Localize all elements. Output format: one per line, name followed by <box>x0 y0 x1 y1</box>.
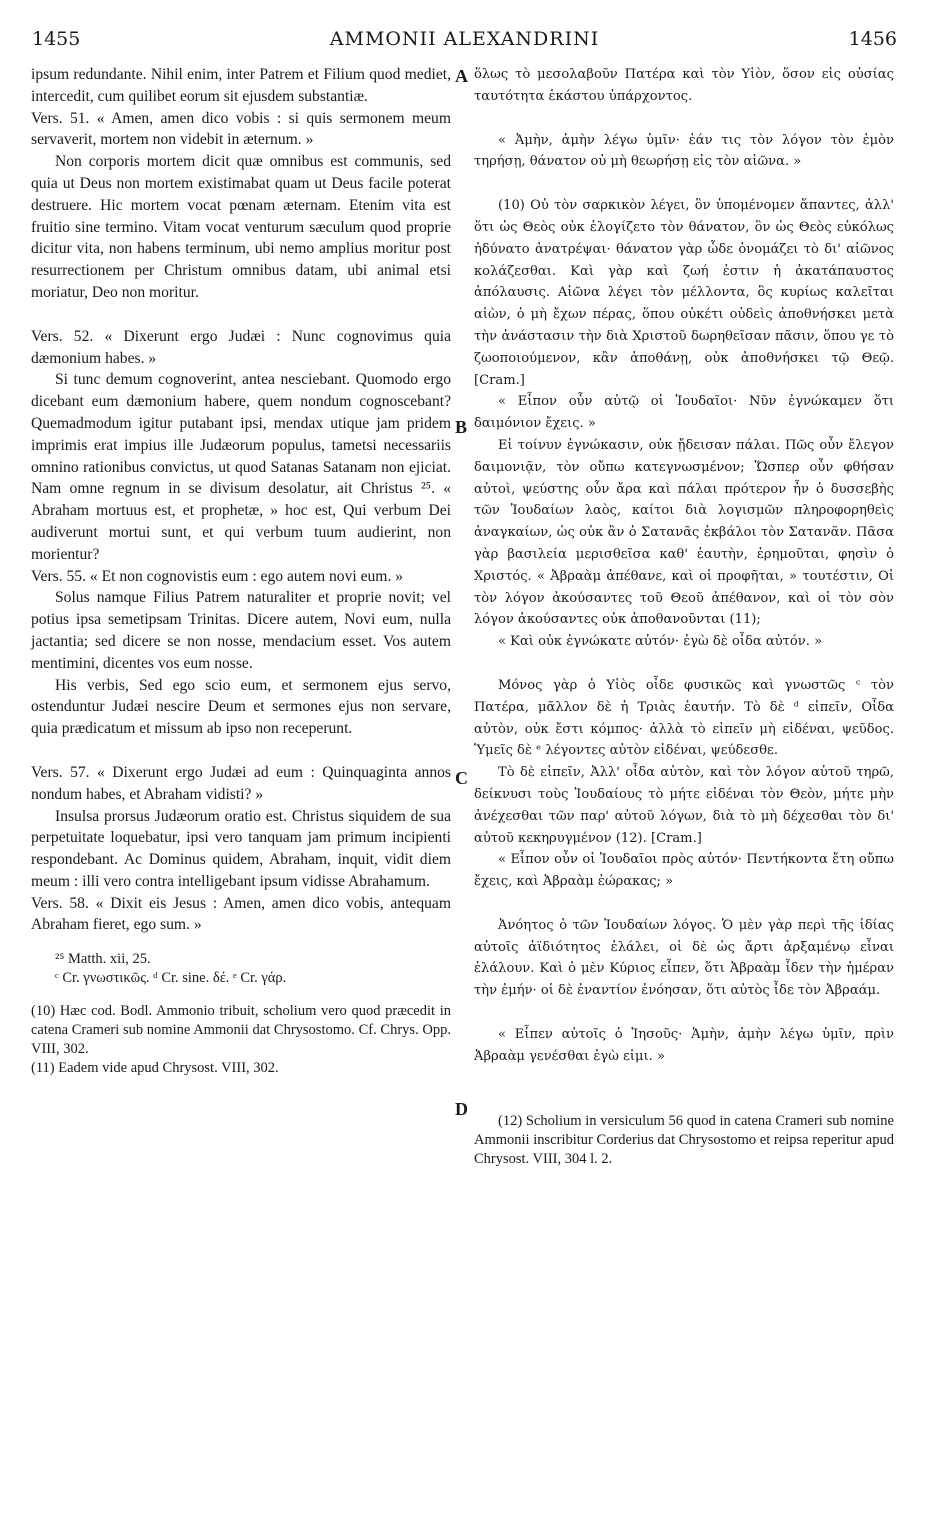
latin-verse-58: Vers. 58. « Dixit eis Jesus : Amen, amen dico vobis, antequam Abraham fieret, ego sum. » <box>31 894 451 934</box>
footnote-25: ²⁵ Matth. xii, 25. <box>55 951 151 968</box>
greek-column <box>474 64 894 1169</box>
latin-paragraph: ipsum redundante. Nihil enim, inter Patrem et Filium quod mediet, intercedit, cum quilibet eorum sit ejusdem substantiæ. <box>31 66 451 105</box>
greek-paragraph: Μόνος γὰρ ὁ Υἱὸς οἶδε φυσικῶς καὶ γνωστῶς ᶜ τὸν Πατέρα, μᾶλλον δὲ ἡ Τριὰς ἑαυτήν. Τὸ δὲ ᵈ εἰπεῖν, Οἶδα αὐτὸν, οὐκ ἔστι κόμπος· ἀλλὰ τὸ εἰπεῖν μὴ εἰδέναι, ψεῦδος. Ὑμεῖς δὲ ᵉ λέγοντες αὐτὸν εἰδέναι, ψεύδεσθε. <box>474 677 894 759</box>
running-header <box>32 28 897 60</box>
greek-paragraph: (10) Οὐ τὸν σαρκικὸν λέγει, ὃν ὑπομένομεν ἅπαντες, ἀλλ' ὅτι ὡς Θεὸς οὐκ ἐλογίζετο τὸν θάνατον, ὃν ὡς Θεὸς εὐκόλως ἠδύνατο ἀνατρέψαι· θάνατον γὰρ ὧδε ὀνομάζει τὸ δι' αἰῶνος κολάζεσθαι. Καὶ γὰρ καὶ ζωή ἐστιν ἡ ἀκατάπαυστος ἀπόλαυσις. Αἰῶνα λέγει τὸν μέλλοντα, ὃς κυρίως καλεῖται αἰὼν, ὁ μὴ ἔχων πέρας, ὅπου οὐκέτι οὐδεὶς ἀποθνήσκει μετὰ τὴν ἀνάστασιν τὴν διὰ Χριστοῦ δωρηθεῖσαν πᾶσιν, ὅπου γε τὸ ζωοποιούμενον, κἂν ἀποθάνῃ, οὐκ ἀποθνήσκει τῷ Θεῷ. [Cram.] <box>474 198 894 388</box>
latin-verse-57: Vers. 57. « Dixerunt ergo Judæi ad eum : Quinquaginta annos nondum habes, et Abraham vidisti? » <box>31 763 451 803</box>
footnote-11: (11) Eadem vide apud Chrysost. VIII, 302. <box>31 1060 279 1077</box>
latin-paragraph: His verbis, Sed ego scio eum, et sermonem ejus servo, ostenduntur Judæi nescire Deum et sermones ejus non servare, quia prædicatum et missum ab ipso non receperunt. <box>31 676 451 738</box>
greek-verse-58: « Εἶπεν αὐτοῖς ὁ Ἰησοῦς· Ἀμὴν, ἀμὴν λέγω ὑμῖν, πρὶν Ἀβραὰμ γενέσθαι ἐγὼ εἰμι. » <box>474 1027 894 1064</box>
latin-paragraph: Insulsa prorsus Judæorum oratio est. Christus siquidem de sua perpetuitate loquebatur, ipsi vero tanquam jam primum incipienti respondebant. Ac Dominus quidem, Abraham, inquit, vidit diem meum : illi vero contra intelligebant ipsum vidisse Abrahamum. <box>31 807 451 890</box>
running-title: AMMONII ALEXANDRINI <box>329 28 600 50</box>
footnote-10: (10) Hæc cod. Bodl. Ammonio tribuit, scholium vero quod præcedit in catena Crameri sub nomine Ammonii dat Chrysostomo. Cf. Chrys. Opp. VIII, 302. <box>31 1003 451 1058</box>
latin-paragraph: Solus namque Filius Patrem naturaliter et proprie novit; vel potius ipsa semetipsam Trinitas. Dicere autem, Novi eum, nulla jactantia; sed dicere se non nosse, mendacium esset. Vos autem mentimini, dicentes vos eum nosse. <box>31 589 451 672</box>
greek-paragraph: Ἀνόητος ὁ τῶν Ἰουδαίων λόγος. Ὁ μὲν γὰρ περὶ τῆς ἰδίας αὐτοῖς ἀϊδιότητος ἐλάλει, οἱ δὲ ὡς ἄρτι ἀρξαμένῳ εἶναι ἐλάλουν. Καὶ ὁ μὲν Κύριος εἶπεν, ὅτι Ἀβραὰμ ἶδεν τὴν ἡμέραν τὴν ἐμήν· οἱ δὲ ἐναντίον ἐνόησαν, ὅτι αὐτὸς ἶδε τὸν Ἀβραάμ. <box>474 917 894 999</box>
greek-paragraph: ὅλως τὸ μεσολαβοῦν Πατέρα καὶ τὸν Υἱὸν, ὅσον εἰς οὐσίας ταυτότητα ἑκάστου ὑπάρχοντος. <box>474 67 894 104</box>
greek-verse-55: « Καὶ οὐκ ἐγνώκατε αὐτόν· ἐγὼ δὲ οἶδα αὐτόν. » <box>498 634 823 650</box>
greek-paragraph: Εἰ τοίνυν ἐγνώκασιν, οὐκ ᾔδεισαν πάλαι. Πῶς οὖν ἔλεγον δαιμονιᾷν, τὸν οὔπω κατεγνωσμένον; Ὥσπερ οὖν φθήσαν αὐτοὶ, ψεύστης οὖν ἄρα καὶ πάλαι πρότερον ἦν ὁ δυσσεβὴς τῶν Ἰουδαίων λαὸς, καίτοι διὰ λογισμῶν πληροφορηθεὶς ἀναγκαίων, ὡς οὐκ ἂν ὁ Σατανᾶς ἐκβάλοι τὸν Σατανᾶν. Πᾶσα γὰρ βασιλεία μερισθεῖσα καθ' ἑαυτὴν, ἐρημοῦται, φησὶν ὁ Χριστός. « Ἀβραὰμ ἀπέθανε, καὶ οἱ προφῆται, » τουτέστιν, Οἱ τὸν λόγον ἀκούσαντες τοῦ Θεοῦ ἀπέθανον, καὶ οἱ τὸν σὸν λόγον ἀκούσαντες οὐκ ἀποθανοῦνται (11); <box>474 437 894 628</box>
page-number-left: 1455 <box>32 28 81 50</box>
greek-paragraph: Τὸ δὲ εἰπεῖν, Ἀλλ' οἶδα αὐτὸν, καὶ τὸν λόγον αὐτοῦ τηρῶ, δείκνυσι τοὺς Ἰουδαίους τὸ μήτε εἰδέναι τὸν Θεὸν, μήτε μὴν ἀνέχεσθαι τῶν παρ' αὐτοῦ λόγων, διὰ τὸ μὴ δέχεσθαι τὸν δι' αὐτοῦ κεκηρυγμένον (12). [Cram.] <box>474 765 894 846</box>
margin-letter-b: B <box>455 417 468 437</box>
margin-letter-d: D <box>455 1099 468 1119</box>
latin-column <box>31 64 451 1078</box>
page-number-right: 1456 <box>848 28 897 50</box>
latin-verse-52: Vers. 52. « Dixerunt ergo Judæi : Nunc cognovimus quia dæmonium habes. » <box>31 327 451 367</box>
footnote-variants: ᶜ Cr. γνωστικῶς. ᵈ Cr. sine. δέ. ᵉ Cr. γάρ. <box>55 970 287 987</box>
greek-verse-51: « Ἀμὴν, ἀμὴν λέγω ὑμῖν· ἐάν τις τὸν λόγον τὸν ἐμὸν τηρήσῃ, θάνατον οὐ μὴ θεωρήσῃ εἰς τὸν αἰῶνα. » <box>474 132 894 170</box>
latin-paragraph: Si tunc demum cognoverint, antea nesciebant. Quomodo ergo dicebant eum dæmonium habere, quem nondum cognoscebant? Quemadmodum igitur putabant ipsi, mendax utique jam pridem imprimis erat impius ille Judæorum populus, tametsi necessariis omnino rationibus convictus, ut quod Satanas Satanam non ejiciat. Nam omne regnum in se divisum desolatur, ait Christus ²⁵. « Abraham mortuus est, et prophetæ, » hoc est, Qui verbum Dei audiverunt mortui sunt, et qui verbum tuum audierint, non morientur? <box>31 371 451 563</box>
greek-verse-57: « Εἶπον οὖν οἱ Ἰουδαῖοι πρὸς αὐτόν· Πεντήκοντα ἔτη οὔπω ἔχεις, καὶ Ἀβραὰμ ἑώρακας; » <box>474 852 894 890</box>
greek-verse-52: « Εἶπον οὖν αὐτῷ οἱ Ἰουδαῖοι· Νῦν ἐγνώκαμεν ὅτι δαιμόνιον ἔχεις. » <box>474 394 894 432</box>
latin-verse-51: Vers. 51. « Amen, amen dico vobis : si quis sermonem meum servaverit, mortem non videbit in æternum. » <box>31 109 451 149</box>
footnote-12: (12) Scholium in versiculum 56 quod in catena Crameri sub nomine Ammonii inscribitur Corderius dat Chrysostomo et reipsa reperitur apud Chrysost. VIII, 304 l. 2. <box>474 1112 894 1167</box>
latin-paragraph: Non corporis mortem dicit quæ omnibus est communis, sed quia ut Deus non mortem existimabat quam ut Deus facile poterat destruere. Hic mortem vocat pœnam æternam. Etenim vita est fruitio sine termino. Vitam vocat venturum sæculum quod proprie dicitur vita, non habens terminum, ubi nemo amplius moritur post resurrectionem per Christum omnibus datam, ubi animal etsi moriatur, Deo non moritur. <box>31 153 451 301</box>
latin-verse-55: Vers. 55. « Et non cognovistis eum : ego autem novi eum. » <box>31 567 404 585</box>
margin-letter-a: A <box>455 66 468 86</box>
margin-letter-c: C <box>455 768 468 788</box>
